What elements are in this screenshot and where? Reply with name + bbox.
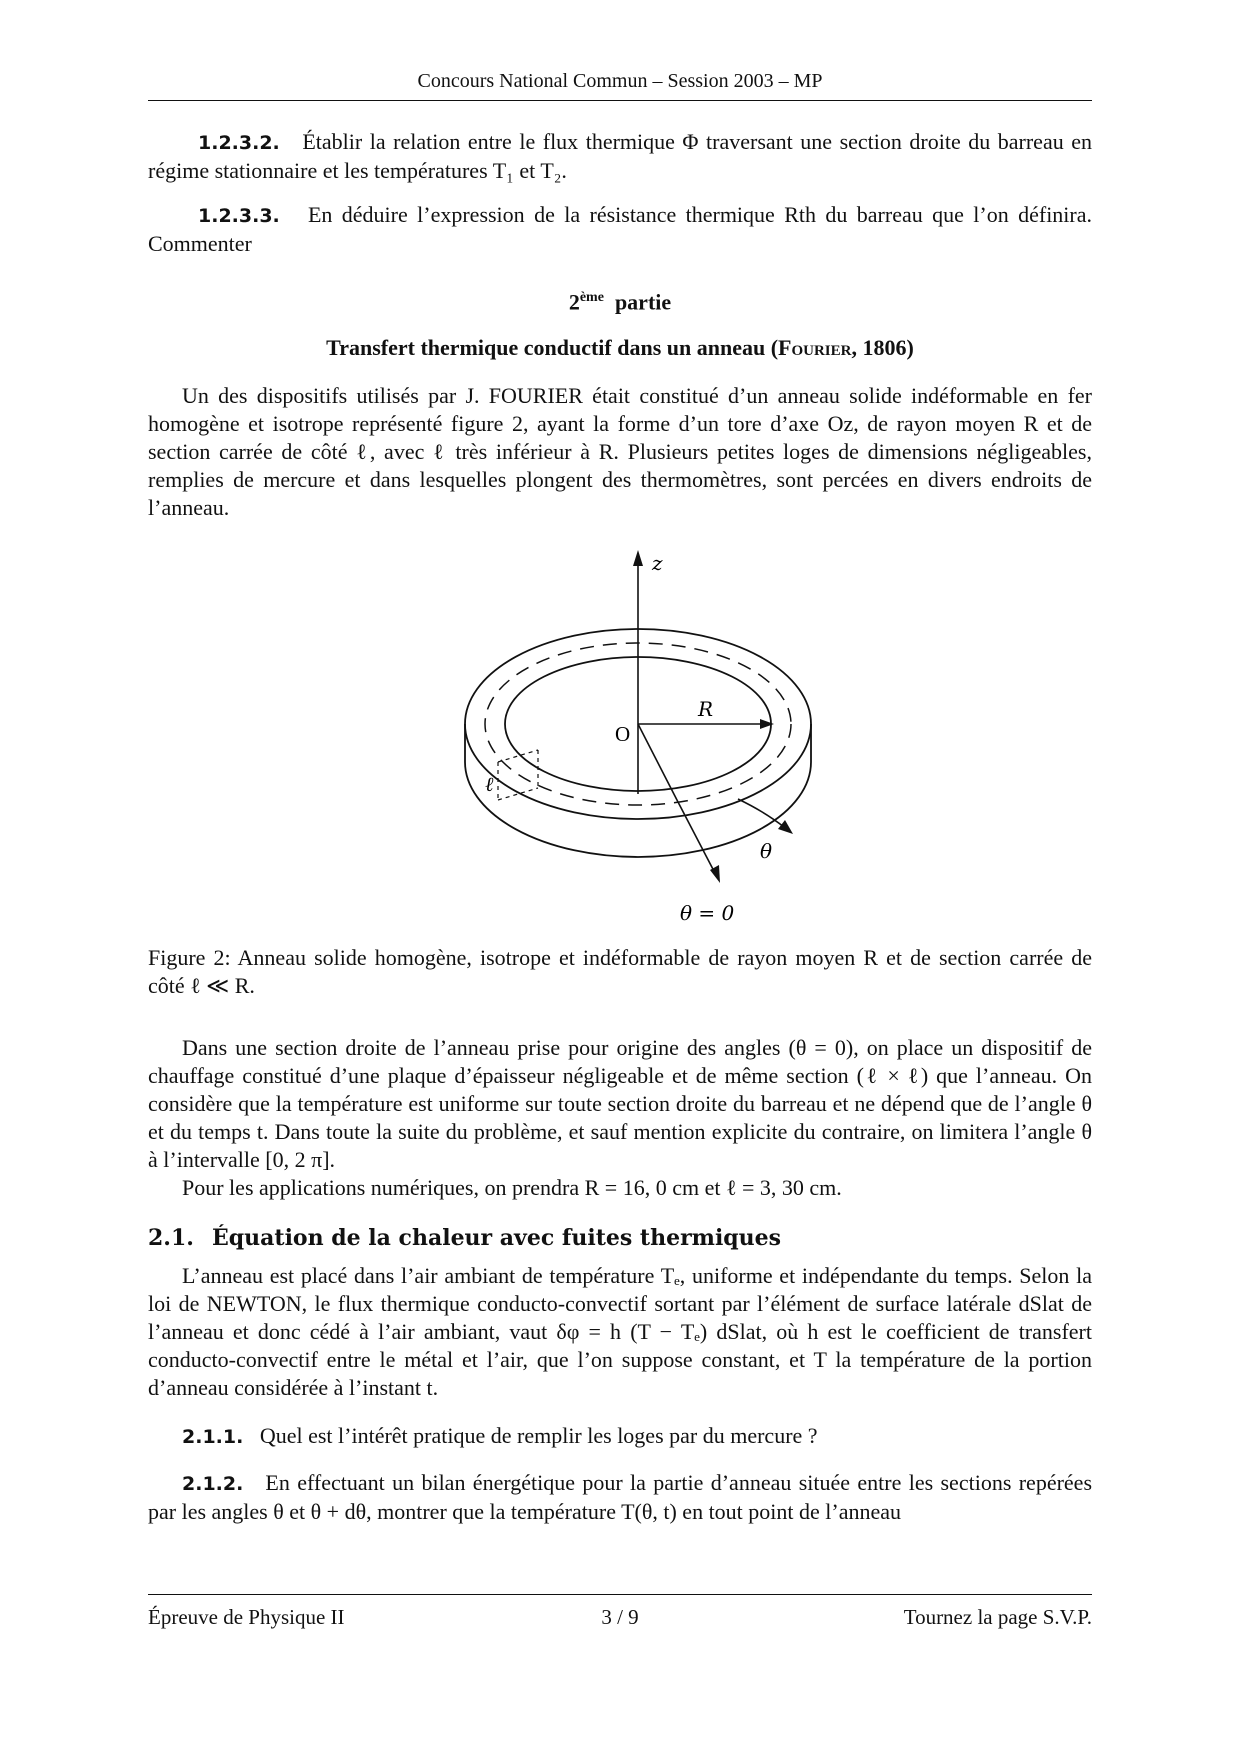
question-number: 2.1.2. — [182, 1473, 244, 1496]
part-number: 2 — [568, 289, 580, 315]
question-1-2-3-2 — [148, 128, 1092, 185]
page-header: Concours National Commun – Session 2003 – MP — [417, 70, 823, 92]
intro-paragraph: Un des dispositifs utilisés par J. FOURIER était constitué d’un anneau solide indéformable en fer homogène et isotrope représenté figure 2, ayant la forme d’un tore d’axe Oz, de rayon moyen R et de section carrée de côté ℓ, avec ℓ très inférieur à R. Plusieurs petites loges de dimensions négligeables, remplies de mercure et dans lesquelles plongent des thermomètres, sont percées en divers endroits de l’anneau. — [148, 383, 1092, 521]
question-2-1-2 — [148, 1469, 1092, 1526]
theta-arrow — [738, 799, 784, 827]
z-axis-arrowhead — [633, 550, 643, 566]
theta-zero-label: θ = 0 — [680, 901, 735, 926]
part-word: partie — [614, 289, 672, 315]
section-heading — [148, 1224, 1092, 1252]
part-heading — [148, 284, 1092, 316]
newton-law-paragraph: L’anneau est placé dans l’air ambiant de température Tₑ, uniforme et indépendante du temps. Selon la loi de NEWTON, le flux thermique conducto-convectif sortant par l’élément de surface latérale dSlat de l’anneau et donc cédé à l’air ambiant, vaut δφ = h (T − Tₑ) dSlat, où h est le coefficient de transfert conducto-convectif entre le métal et l’air, que l’on suppose constant, et T la température de la portion d’anneau considérée à l’instant t. — [148, 1263, 1092, 1401]
theta-arrowhead — [778, 820, 793, 834]
R-label: R — [698, 697, 714, 722]
section-number: 2.1. — [148, 1225, 194, 1252]
footer-rule — [148, 1594, 1092, 1595]
question-number: 1.2.3.3. — [198, 205, 280, 227]
numeric-values-paragraph: Pour les applications numériques, on prendra R = 16, 0 cm et ℓ = 3, 30 cm. — [182, 1175, 842, 1201]
question-text: Quel est l’intérêt pratique de remplir les loges par du mercure ? — [259, 1423, 818, 1449]
part-number-suffix: ème — [579, 290, 604, 305]
footer-exam-name: Épreuve de Physique II — [148, 1605, 345, 1629]
ell-label: ℓ — [485, 772, 494, 797]
theta-label: θ — [760, 839, 773, 864]
figure-caption: Figure 2: Anneau solide homogène, isotrope et indéformable de rayon moyen R et de section carrée de côté ℓ ≪ R. — [148, 945, 1092, 999]
footer-turn-page: Tournez la page S.V.P. — [903, 1605, 1092, 1629]
part-title — [148, 334, 1092, 362]
header-rule — [148, 100, 1092, 101]
question-text: En effectuant un bilan énergétique pour la partie d’anneau située entre les sections repérées par les angles θ et θ + dθ, montrer que la température T(θ, t) en tout point de l’anneau — [148, 1470, 1093, 1525]
ring-diagram — [148, 536, 1092, 936]
z-label: z — [652, 551, 663, 576]
page-content — [148, 128, 1092, 1544]
question-2-1-1 — [148, 1422, 1092, 1451]
question-number: 1.2.3.2. — [198, 132, 280, 154]
question-text: Établir la relation entre le flux thermique Φ traversant une section droite du barreau en régime stationnaire et les températures T₁ et T₂. — [148, 129, 1092, 183]
heating-paragraph: Dans une section droite de l’anneau prise pour origine des angles (θ = 0), on place un dispositif de chauffage constitué d’une plaque d’épaisseur négligeable et de même section (ℓ × ℓ) que l’anneau. On considère que la température est uniforme sur toute section droite du barreau et ne dépend que de l’angle θ et du temps t. Dans toute la suite du problème, et sauf mention explicite du contraire, on limitera l’angle θ à l’intervalle [0, 2 π]. — [148, 1035, 1092, 1173]
question-number: 2.1.1. — [182, 1426, 244, 1449]
page-number: 3 / 9 — [601, 1605, 639, 1629]
radius-arrowhead — [760, 719, 774, 729]
question-1-2-3-3 — [148, 201, 1092, 258]
figure-2-ring — [148, 536, 1092, 936]
question-text: En déduire l’expression de la résistance thermique Rth du barreau que l’on définira. Commenter — [148, 202, 1093, 256]
origin-label: O — [615, 722, 631, 747]
section-title: Équation de la chaleur avec fuites thermiques — [212, 1225, 782, 1252]
part-title-main: Transfert thermique conductif dans un anneau ( — [326, 335, 779, 361]
part-title-name: Fourier — [778, 335, 852, 361]
part-title-tail: , 1806) — [851, 335, 914, 361]
